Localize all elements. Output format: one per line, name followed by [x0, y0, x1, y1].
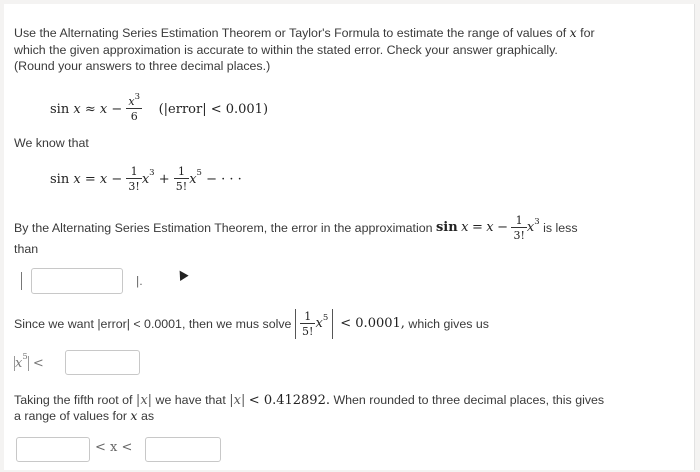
- taking-sentence: Taking the fifth root of |x| we have that |x| < 0.412892. When rounded to three decimal places, this gives: [14, 393, 605, 408]
- lower-bound-input[interactable]: [16, 437, 90, 462]
- we-know-label: We know that: [14, 136, 89, 150]
- instructions-line-3: (Round your answers to three decimal places.): [14, 59, 271, 73]
- since-sentence: Since we want |error| < 0.0001, then we mus solve $\frac{1}{5!}$ x 5 < 0.0001, which gives us: [14, 310, 489, 338]
- series-fraction-5: $\frac{1}{5!}$: [175, 165, 188, 193]
- error-bound: (|error| < 0.001): [158, 101, 269, 117]
- theorem-sentence: By the Alternating Series Estimation Theorem, the error in the approximation sin x = x − $\frac{1}{3!}$ x 3 is less: [14, 214, 578, 242]
- sine-series: sin x = x − $\frac{1}{3!}$ x 3 + $\frac{1}{5!}$ x 5 − · · ·: [50, 165, 242, 193]
- abs-bar-left: [21, 272, 22, 290]
- instructions-line-2: which the given approximation is accurate to within the stated error. Check your answer graphically.: [14, 42, 558, 57]
- instructions: [14, 25, 684, 75]
- mouse-pointer-icon: [175, 268, 188, 281]
- abs-fraction: $\frac{1}{5!}$ x 5: [295, 309, 333, 339]
- x5-bound-input[interactable]: [65, 350, 140, 375]
- instructions-line-1: Use the Alternating Series Estimation Theorem or Taylor's Formula to estimate the range of values of x for: [14, 25, 595, 40]
- x5-inequality: x 5 <: [15, 352, 44, 371]
- than-label: than: [14, 242, 39, 256]
- problem-panel: [4, 4, 695, 470]
- taking-sentence-2: a range of values for x as: [14, 408, 155, 423]
- series-fraction-3: $\frac{1}{3!}$: [128, 165, 140, 193]
- abs-bar-right: |.: [136, 274, 143, 288]
- error-bound-input[interactable]: [31, 268, 123, 294]
- upper-bound-input[interactable]: [145, 437, 221, 462]
- range-inequality: < x <: [95, 440, 133, 455]
- approximation-formula: sin x ≈ x − $\frac{x^3}{6}$ (|error| < 0.001): [50, 91, 269, 124]
- theorem-fraction: $\frac{1}{3!}$: [513, 214, 525, 242]
- approx-fraction: $\frac{x^3}{6}$: [128, 91, 141, 124]
